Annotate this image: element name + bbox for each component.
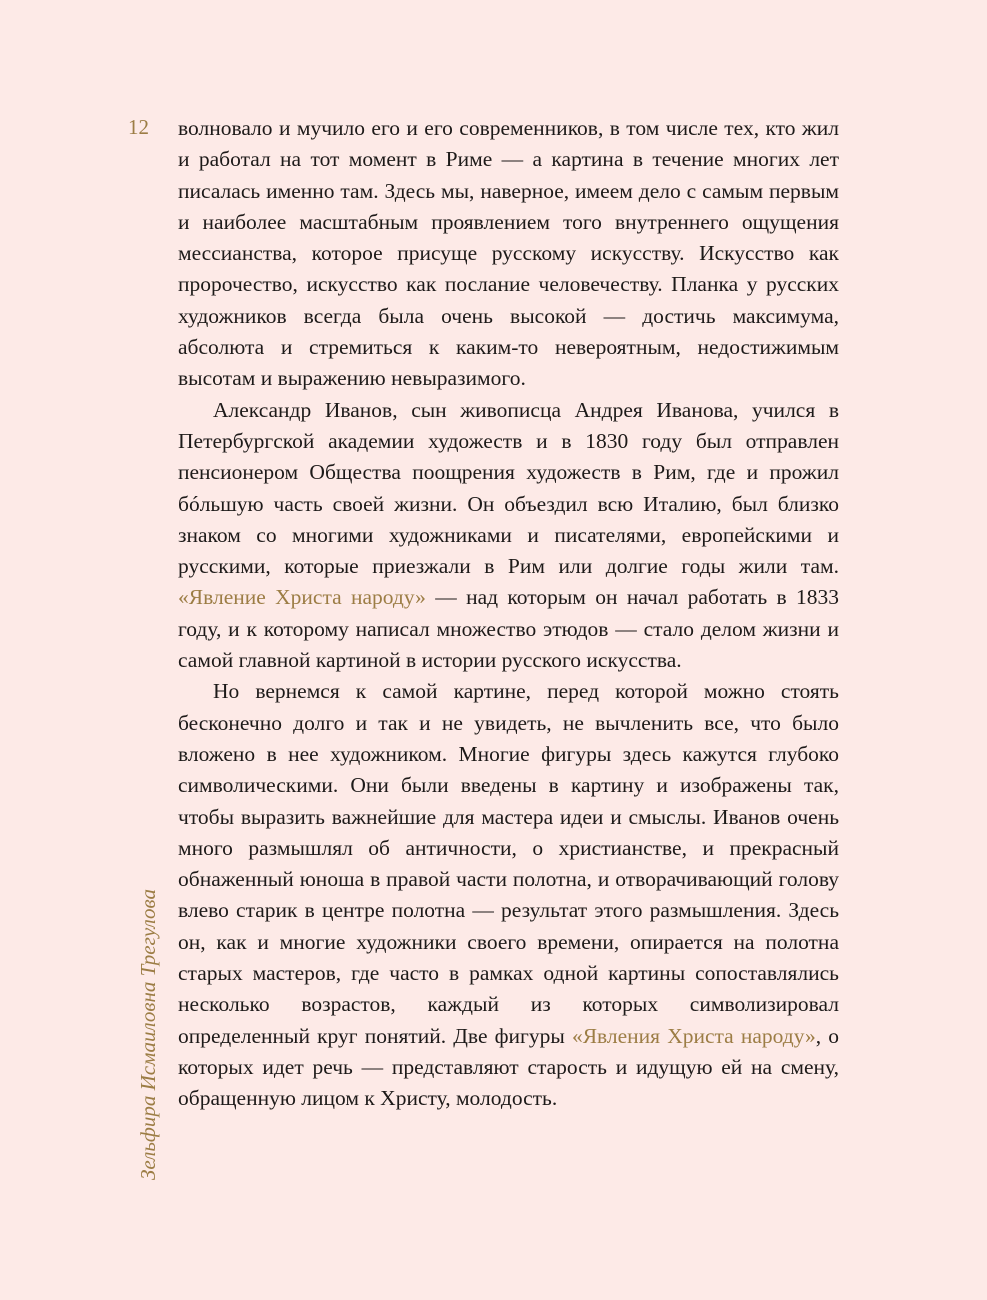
paragraph-text: , о которых идет речь — представляют старость и идущую ей на смену, обращенную лицом к Христу, молодость. bbox=[178, 1023, 839, 1111]
paragraph-text: — над которым он начал работать в 1833 году, и к которому написал множество этюдов — стало делом жизни и самой главной картиной в истории русского искусства. bbox=[178, 585, 840, 673]
paragraph-text: волновало и мучило его и его современников, в том числе тех, кто жил и работал на тот момент в Риме — а картина в течение многих лет писалась именно там. Здесь мы, наверное, имеем дело с самым первым и наиболее масштабным проявлением того внутреннего ощущения мессианства, которое присуще русскому искусству. Искусство как пророчество, искусство как послание человечеству. Планка у русских художников всегда была очень высокой — достичь максимума, абсолюта и стремиться к каким-то невероятным, недостижимым высотам и выражению невыразимого. bbox=[178, 116, 839, 391]
page-number: 12 bbox=[128, 115, 149, 139]
paragraph-2 bbox=[178, 395, 839, 677]
body-text bbox=[178, 113, 839, 1115]
paragraph-text: Александр Иванов, сын живописца Андрея Иванова, учился в Петербургской академии художеств и в 1830 году был отправлен пенсионером Общества поощрения художеств в Рим, где и прожил бóльшую часть своей жизни. Он объездил всю Италию, был близко знаком со многими художниками и писателями, европейскими и русскими, которые приезжали в Рим или долгие годы жили там. bbox=[178, 397, 839, 579]
artwork-link-title[interactable]: «Явления Христа народу» bbox=[571, 1023, 816, 1048]
running-head-author: Зельфира Исмаиловна Трегулова bbox=[136, 889, 160, 1180]
artwork-link-title[interactable]: «Явление Христа народу» bbox=[178, 585, 426, 610]
paragraph-1 bbox=[178, 113, 839, 395]
paragraph-3 bbox=[178, 676, 839, 1114]
paragraph-text: Но вернемся к самой картине, перед которой можно стоять бесконечно долго и так и не увидеть, не вычленить все, что было вложено в нее художником. Многие фигуры здесь кажутся глубоко символическими. Они были введены в картину и изображены так, чтобы выразить важнейшие для мастера идеи и смыслы. Иванов очень много размышлял об античности, о христианстве, и прекрасный обнаженный юноша в правой части полотна, и отворачивающий голову влево старик в центре полотна — результат этого размышления. Здесь он, как и многие художники своего времени, опирается на полотна старых мастеров, где часто в рамках одной картины сопоставлялись несколько возрастов, каждый из которых символизировал определенный круг понятий. Две фигуры bbox=[178, 679, 839, 1048]
